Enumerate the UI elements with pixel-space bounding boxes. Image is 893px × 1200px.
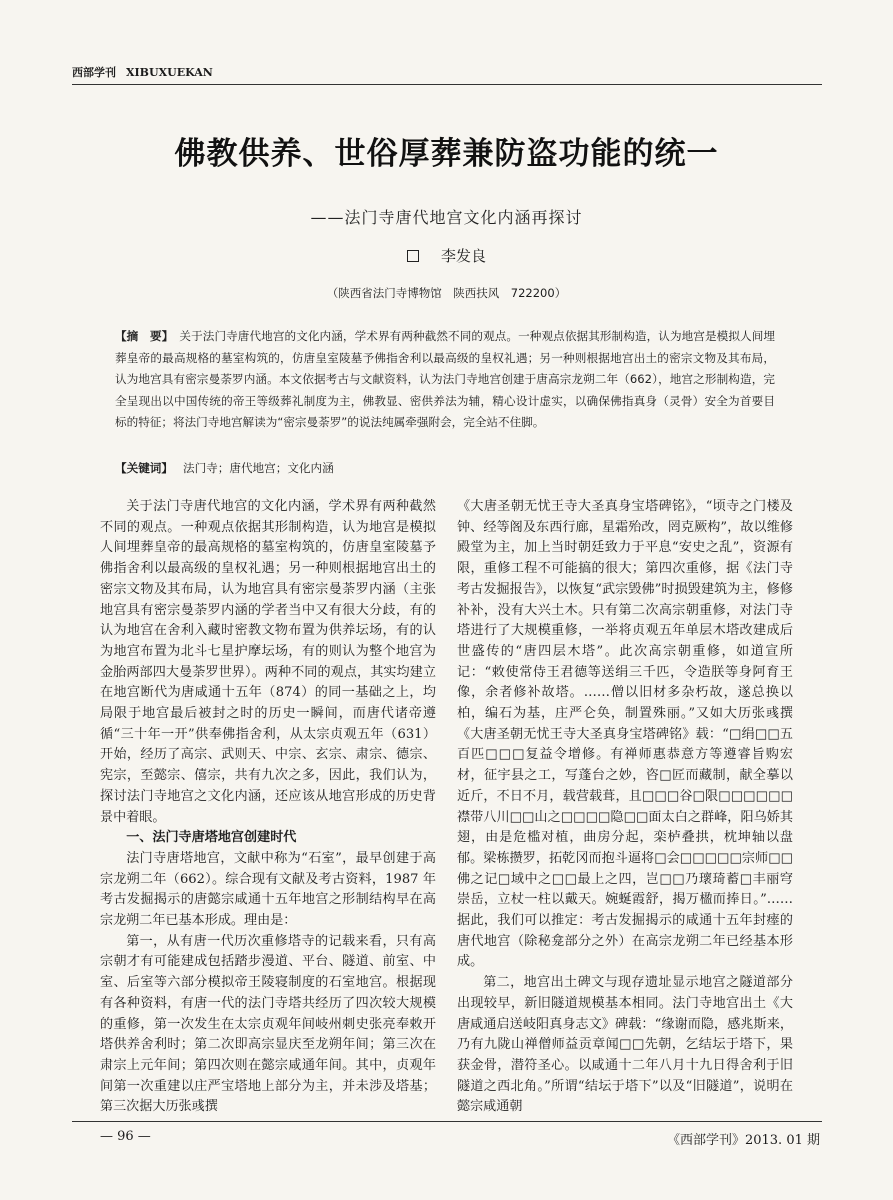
section-heading: 一、法门寺唐塔地宫创建时代	[126, 830, 297, 846]
journal-name-cn: 西部学刊	[72, 66, 116, 79]
running-header	[72, 64, 213, 80]
abstract	[115, 326, 775, 434]
keywords	[115, 460, 775, 476]
body-paragraph: 法门寺唐塔地宫，文献中称为“石室”，最早创建于高宗龙朔二年（662）。综合现有文献及考古资料，1987 年考古发掘揭示的唐懿宗咸通十五年地宫之形制结构早在高宗龙朔二年已基本形成。理由是：	[100, 850, 436, 929]
header-rule	[72, 84, 822, 85]
keywords-text: 法门寺；唐代地宫；文化内涵	[182, 461, 334, 475]
body-paragraph: 第一，从有唐一代历次重修塔寺的记载来看，只有高宗朝才有可能建成包括踏步漫道、平台、隧道、前室、中室、后室等六部分模拟帝王陵寝制度的石室地宫。根据现有各种资料，有唐一代的法门寺塔共经历了四次较大规模的重修，第一次发生在太宗贞观年间岐州刺史张亮奉敕开塔供养舍利时；第二次即高宗显庆至龙朔年间；第三次在肃宗上元年间；第四次则在懿宗咸通年间。其中，贞观年间第一次重建以庄严宝塔地上部分为主，并未涉及塔基；第三次据大历张彧撰	[100, 933, 436, 1115]
author-name: 李发良	[440, 247, 486, 265]
footer-rule	[72, 1121, 822, 1122]
article-subtitle: ——法门寺唐代地宫文化内涵再探讨	[310, 208, 583, 227]
body-column-right	[457, 497, 793, 1118]
body-paragraph: 第二，地宫出土碑文与现存遗址显示地宫之隧道部分出现较早，新旧隧道规模基本相同。法门寺地宫出土《大唐咸通启送岐阳真身志文》碑载：“缘谢而隐，感兆斯来，乃有九陇山禅僧师益贡章闻□□先朝，乞结坛于塔下，果获金骨，潜符圣心。以咸通十二年八月十九日得舍利于旧隧道之西北角。”所谓“结坛于塔下”以及“旧隧道”，说明在懿宗咸通朝	[457, 975, 793, 1115]
page-number: — 96 —	[100, 1129, 151, 1144]
body-column-left	[100, 497, 436, 1118]
body-paragraph: 关于法门寺唐代地宫的文化内涵，学术界有两种截然不同的观点。一种观点依据其形制构造，认为地宫是模拟人间埋葬皇帝的最高规格的墓室构筑的，仿唐皇室陵墓予佛指舍利以最高级的皇权礼遇；另一种则根据地宫出土的密宗文物及其布局，认为地宫具有密宗曼荼罗内涵（主张地宫具有密宗曼荼罗内涵的学者当中又有很大分歧，有的认为地宫在舍利入藏时密教文物布置为供养坛场，有的认为地宫布置为北斗七星护摩坛场，有的则认为整个地宫为金胎两部四大曼荼罗世界）。两种不同的观点，其实均建立在地宫断代为唐咸通十五年（874）的同一基础之上，均局限于地宫最后被封之时的历史一瞬间，而唐代诸帝遵循“三十年一开”供奉佛指舍利，从太宗贞观五年（631）开始，经历了高宗、武则天、中宗、玄宗、肃宗、德宗、宪宗，至懿宗、僖宗，共有九次之多，因此，我们认为，探讨法门寺地宫之文化内涵，还应该从地宫形成的历史背景中着眼。	[100, 499, 436, 825]
abstract-text: 关于法门寺唐代地宫的文化内涵，学术界有两种截然不同的观点。一种观点依据其形制构造，认为地宫是模拟人间埋葬皇帝的最高规格的墓室构筑的，仿唐皇室陵墓予佛指舍利以最高级的皇权礼遇；另一种则根据地宫出土的密宗文物及其布局，认为地宫具有密宗曼荼罗内涵。本文依据考古与文献资料，认为法门寺地宫创建于唐高宗龙朔二年（662），地宫之形制构造，完全呈现出以中国传统的帝王等级葬礼制度为主，佛教显、密供养法为辅，精心设计虚实，以确保佛指真身（灵骨）安全为首要目标的特征；将法门寺地宫解读为“密宗曼荼罗”的说法纯属牵强附会，完全站不住脚。	[115, 329, 775, 430]
body-paragraph: 《大唐圣朝无忧王寺大圣真身宝塔碑铭》，“顷寺之门楼及钟、经等阁及东西行廊，星霜殆改，罔克厥构”，故以维修殿堂为主，加上当时朝廷致力于平息“安史之乱”，资源有限，重修工程不可能搞的很大；第四次重修，据《法门寺考古发掘报告》，以恢复“武宗毁佛”时损毁建筑为主，修修补补，没有大兴土木。只有第二次高宗朝重修，对法门寺塔进行了大规模重修，一举将贞观五年单层木塔改建成后世盛传的“唐四层木塔”。此次高宗朝重修，如道宣所记：“敕使常侍王君德等送绢三千匹，令造朕等身阿育王像，余者修补故塔。……僧以旧材多杂朽故，遂总换以柏，编石为基，庄严仑奂，制置殊丽。”又如大历张彧撰《大唐圣朝无忧王寺大圣真身宝塔碑铭》载：“□绢□□五百匹□□□复益令增修。有禅师惠恭意方等遵睿旨购宏材，征宇县之工，写蓬台之妙，咨□匠而藏制，献全摹以近斤，不日不月，载营载葺，且□□□谷□限□□□□□□襟带八川□□山之□□□□隐□□面太白之群峰，阳乌娇其翅，由是危槛对植，曲房分起，栾栌叠拱，枕坤轴以盘郁。梁栋攒罗，拓乾冈而抱斗逼将□会□□□□□宗师□□佛之记□域中之□□最上之四，岂□□乃瓌琦蓄□丰丽穹崇岳，立杖一柱以戴天。婉蜒霞舒，揭万楹而捧日。”……据此，我们可以推定：考古发掘揭示的咸通十五年封瘗的唐代地宫（除秘龛部分之外）在高宗龙朔二年已经基本形成。	[457, 499, 793, 970]
issue-info: 《西部学刊》2013. 01 期	[666, 1133, 820, 1148]
author-affiliation: （陕西省法门寺博物馆 陕西扶风 722200）	[326, 286, 567, 300]
journal-name-pinyin: XIBUXUEKAN	[126, 66, 213, 79]
abstract-label: 【摘 要】	[115, 329, 174, 343]
author-box-icon	[407, 250, 419, 262]
keywords-label: 【关键词】	[115, 461, 173, 475]
author-line	[0, 245, 893, 266]
article-title: 佛教供养、世俗厚葬兼防盗功能的统一	[174, 136, 719, 172]
